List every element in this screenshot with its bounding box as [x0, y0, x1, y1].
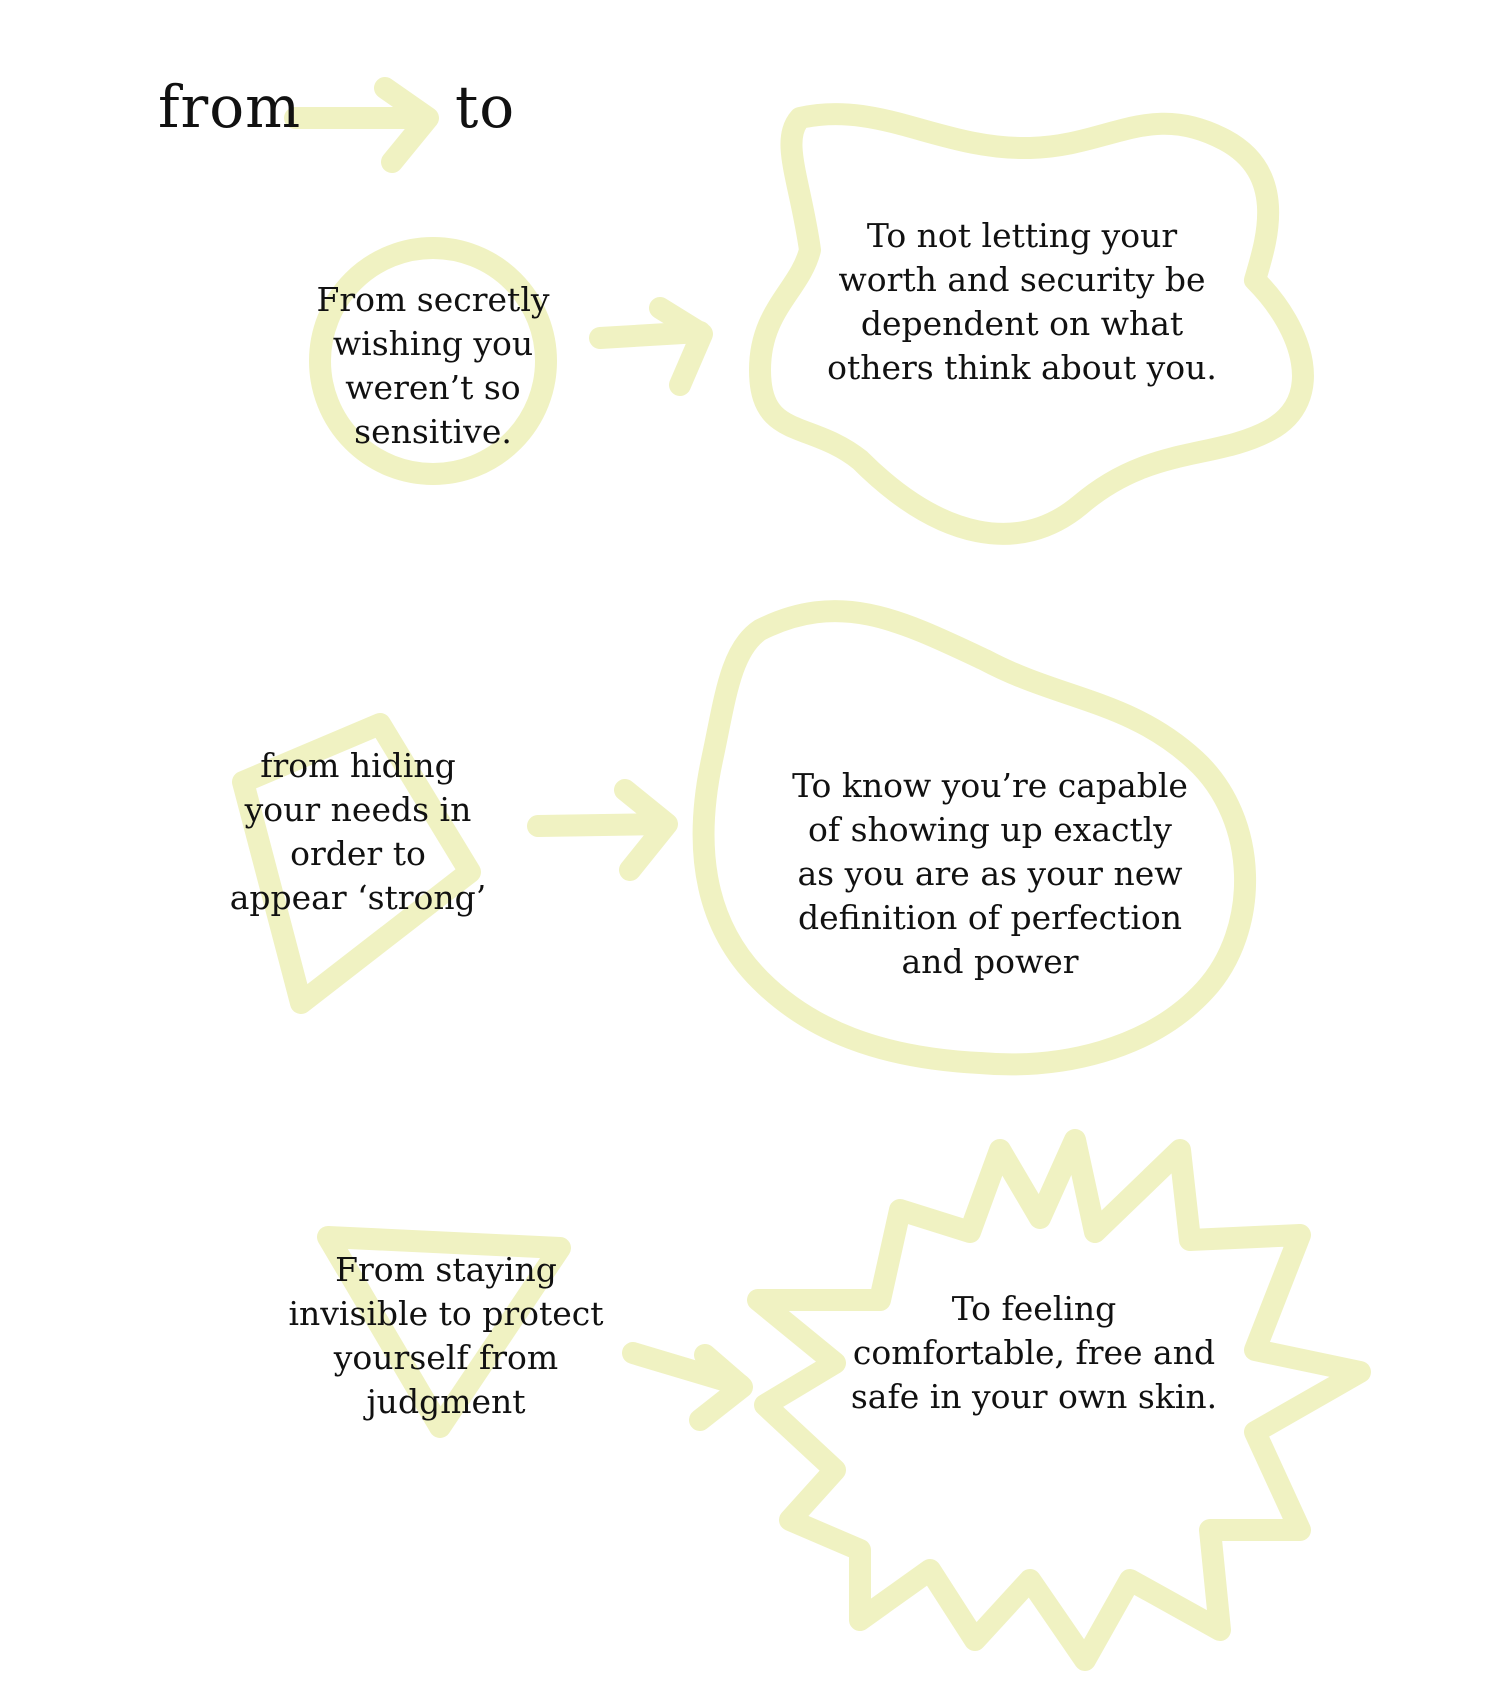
row-1-to-text: To not letting your worth and security be dependent on what others think about you. [827, 216, 1217, 387]
row-2-from-text: from hiding your needs in order to appear ‘strong’ [229, 746, 487, 917]
from-heading: from [158, 73, 302, 141]
to-heading: to [455, 73, 516, 141]
row-1-from-text: From secretly wishing you weren’t so sensitive. [316, 280, 550, 451]
header-arrow-icon [295, 88, 428, 162]
row-3-to-text: To feeling comfortable, free and safe in your own skin. [850, 1289, 1218, 1416]
row-3-from-text: From staying invisible to protect yourself from judgment [288, 1250, 604, 1421]
row-2-arrow-icon [538, 790, 667, 870]
row-2-to-text: To know you’re capable of showing up exactly as you are as your new definition of perfection and power [792, 766, 1188, 981]
row-3-arrow-icon [633, 1353, 742, 1420]
row-1-arrow-icon [600, 308, 702, 385]
